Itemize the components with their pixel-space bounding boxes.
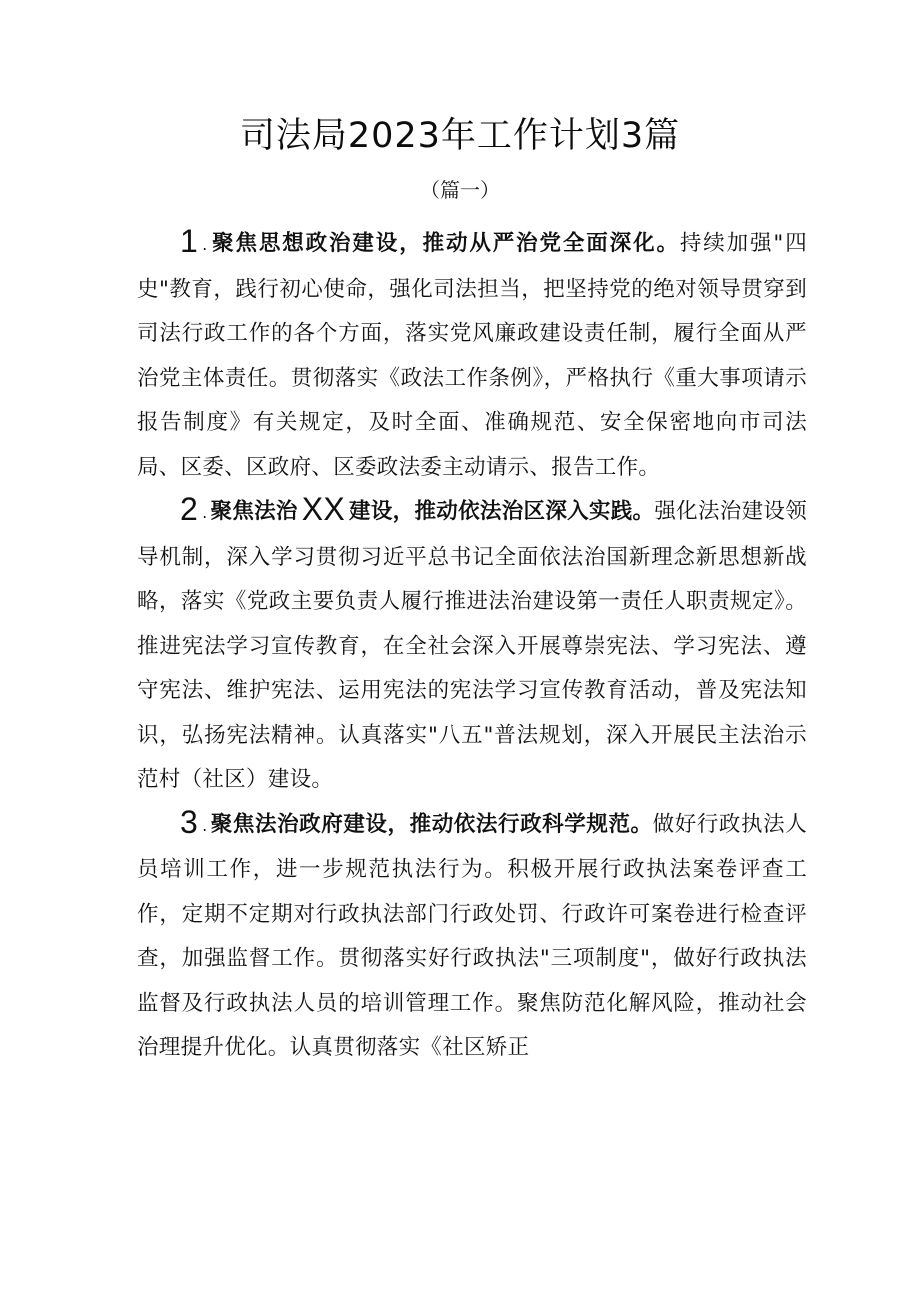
paragraph-number: 1 <box>180 223 199 259</box>
paragraph-3 <box>137 803 807 1071</box>
paragraph-text: 强化法治建设领导机制，深入学习贯彻习近平总书记全面依法治国新理念新思想新战略，落实《党政主要负责人履行推进法治建设第一责任人职责规定》。推进宪法学习宣传教育，在全社会深入开展尊崇宪法、学习宪法、遵守宪法、维护宪法、运用宪法的宪法学习宣传教育活动，普及宪法知识，弘扬宪法精神。认真落实"八五"普法规划，深入开展民主法治示范村（社区）建设。 <box>137 499 808 792</box>
document-title: 司法局2023年工作计划3篇 <box>239 116 681 156</box>
paragraph-number-dot: . <box>202 235 208 254</box>
paragraph-text: 做好行政执法人员培训工作，进一步规范执法行为。积极开展行政执法案卷评查工作，定期不定期对行政执法部门行政处罚、行政许可案卷进行检查评查，加强监督工作。贯彻落实好行政执法"三项制度"，做好行政执法监督及行政执法人员的培训管理工作。聚焦防范化解风险，推动社会治理提升优化。认真贯彻落实《社区矫正 <box>137 811 807 1060</box>
paragraph-1 <box>137 222 807 490</box>
paragraph-lead <box>210 491 655 527</box>
paragraph-lead-placeholder: XX <box>301 491 346 527</box>
paragraph-number: 3 <box>180 803 199 840</box>
paragraph-lead: 聚焦思想政治建设，推动从严治党全面深化。 <box>210 231 680 256</box>
document-body <box>137 222 807 1071</box>
document-subtitle: （篇一） <box>420 178 500 202</box>
paragraph-lead-after: 建设，推动依法治区深入实践。 <box>349 499 655 524</box>
paragraph-2 <box>137 490 807 803</box>
paragraph-number: 2 <box>180 491 199 527</box>
paragraph-number-dot: . <box>202 503 208 522</box>
paragraph-lead-before: 聚焦法治 <box>210 499 298 524</box>
paragraph-text: 持续加强"四史"教育，践行初心使命，强化司法担当，把坚持党的绝对领导贯穿到司法行政工作的各个方面，落实党风廉政建设责任制，履行全面从严治党主体责任。贯彻落实《政法工作条例》，严格执行《重大事项请示报告制度》有关规定，及时全面、准确规范、安全保密地向市司法局、区委、区政府、区委政法委主动请示、报告工作。 <box>137 231 807 480</box>
paragraph-lead: 聚焦法治政府建设，推动依法行政科学规范。 <box>210 811 653 837</box>
paragraph-number-dot: . <box>202 815 208 835</box>
